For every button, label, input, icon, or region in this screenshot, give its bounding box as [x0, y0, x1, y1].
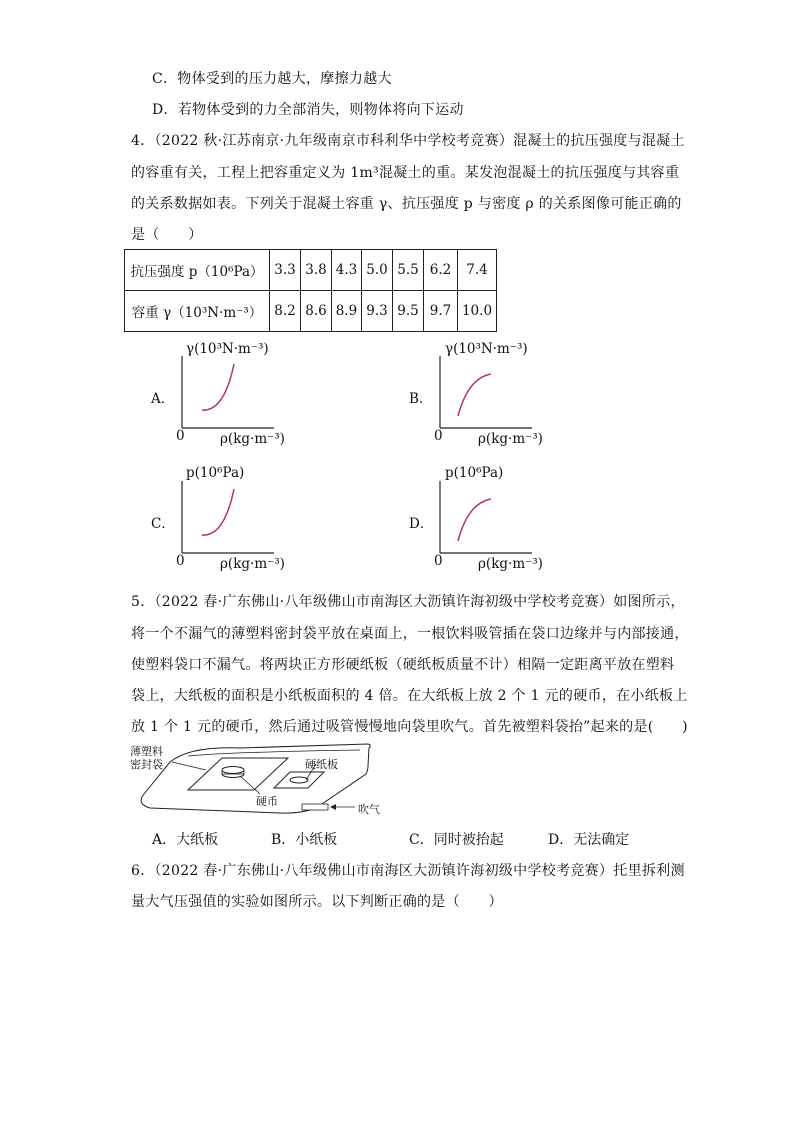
coin-top [222, 767, 244, 774]
graph-d-xlabel: ρ(kg·m⁻³) [478, 556, 543, 572]
q5-line-5: 放 1 个 1 元的硬币，然后通过吸管慢慢地向袋里吹气。首先被塑料袋抬”起来的是( ) [131, 719, 688, 735]
curve-convex [202, 364, 234, 410]
arrow-head [330, 804, 336, 810]
graph-d-option: D． [409, 516, 434, 532]
bag-label-2: 密封袋 [130, 758, 163, 771]
graph-a-origin: 0 [176, 428, 185, 444]
curve-concave [458, 374, 491, 416]
table-cell: 8.9 [332, 291, 362, 332]
q6-line-2: 量大气压强值的实验如图所示。以下判断正确的是（ ） [131, 894, 503, 910]
table-cell: 6.2 [424, 250, 458, 291]
q5-option-a: A．大纸板 [152, 832, 219, 848]
graph-c-origin: 0 [176, 553, 185, 569]
q4-line-4: 是（ ） [131, 227, 203, 243]
table-header-unit-weight: 容重 γ（10³N·m⁻³） [125, 291, 270, 332]
data-table [124, 249, 497, 332]
graph-b-xlabel: ρ(kg·m⁻³) [478, 431, 543, 447]
table-cell: 8.6 [301, 291, 332, 332]
table-cell: 10.0 [458, 291, 497, 332]
table-cell: 5.5 [393, 250, 424, 291]
graph-b-origin: 0 [434, 428, 443, 444]
q5-option-c: C．同时被抬起 [409, 832, 504, 848]
table-cell: 9.3 [362, 291, 393, 332]
bag-pointer [172, 762, 206, 770]
q4-line-2: 的容重有关，工程上把容重定义为 1m³混凝土的重。某发泡混凝土的抗压强度与其容重 [131, 165, 680, 181]
graph-b-ylabel: γ(10³N·m⁻³) [445, 341, 528, 357]
table-row [125, 250, 497, 291]
q5-option-d: D．无法确定 [548, 832, 630, 848]
graph-b [434, 352, 534, 434]
graph-a-option: A． [151, 391, 175, 407]
option-d-prev: D．若物体受到的力全部消失，则物体将向下运动 [152, 102, 464, 118]
bag-label-1: 薄塑料 [130, 745, 163, 758]
q4-line-3: 的关系数据如表。下列关于混凝土容重 γ、抗压强度 p 与密度 ρ 的关系图像可能正确的 [131, 196, 682, 212]
q5-line-3: 使塑料袋口不漏气。将两块正方形硬纸板（硬纸板质量不计）相隔一定距离平放在塑料 [131, 657, 675, 673]
coin-small-board [290, 777, 308, 783]
graph-a-xlabel: ρ(kg·m⁻³) [220, 431, 285, 447]
graph-a [176, 352, 276, 434]
curve-concave [458, 499, 491, 541]
table-cell: 9.5 [393, 291, 424, 332]
coin-pointer [240, 776, 260, 794]
graph-c [176, 477, 276, 559]
table-cell: 3.8 [301, 250, 332, 291]
graph-c-option: C． [151, 516, 175, 532]
q5-line-2: 将一个不漏气的薄塑料密封袋平放在桌面上，一根饮料吸管插在袋口边缘并与内部接通， [131, 626, 689, 642]
graph-c-ylabel: p(10⁶Pa) [186, 465, 245, 481]
graph-a-ylabel: γ(10³N·m⁻³) [186, 341, 269, 357]
q5-line-1: 5．（2022 春·广东佛山·八年级佛山市南海区大沥镇许海初级中学校考竞赛）如图所示， [131, 594, 685, 610]
blow-label: 吹气 [358, 803, 380, 816]
table-header-pressure: 抗压强度 p（10⁶Pa） [125, 250, 270, 291]
table-cell: 9.7 [424, 291, 458, 332]
q6-line-1: 6．（2022 春·广东佛山·八年级佛山市南海区大沥镇许海初级中学校考竞赛）托里拆利测 [131, 863, 685, 879]
table-cell: 4.3 [332, 250, 362, 291]
graph-c-xlabel: ρ(kg·m⁻³) [220, 556, 285, 572]
curve-convex [202, 489, 234, 535]
graph-d [434, 477, 534, 559]
option-c-prev: C．物体受到的压力越大，摩擦力越大 [152, 71, 392, 87]
q5-option-b: B．小纸板 [271, 832, 338, 848]
q4-line-1: 4．（2022 秋·江苏南京·九年级南京市科利华中学校考竞赛）混凝土的抗压强度与混凝土 [131, 133, 685, 149]
table-cell: 8.2 [270, 291, 301, 332]
table-cell: 7.4 [458, 250, 497, 291]
table-row [125, 291, 497, 332]
table-cell: 5.0 [362, 250, 393, 291]
graph-d-origin: 0 [434, 553, 443, 569]
coin-label: 硬币 [256, 795, 278, 808]
graph-d-ylabel: p(10⁶Pa) [445, 465, 504, 481]
board-label: 硬纸板 [305, 758, 338, 771]
table-cell: 3.3 [270, 250, 301, 291]
q5-line-4: 袋上，大纸板的面积是小纸板面积的 4 倍。在大纸板上放 2 个 1 元的硬币，在小纸板上 [131, 688, 688, 704]
graph-b-option: B． [409, 391, 433, 407]
straw [302, 804, 328, 810]
